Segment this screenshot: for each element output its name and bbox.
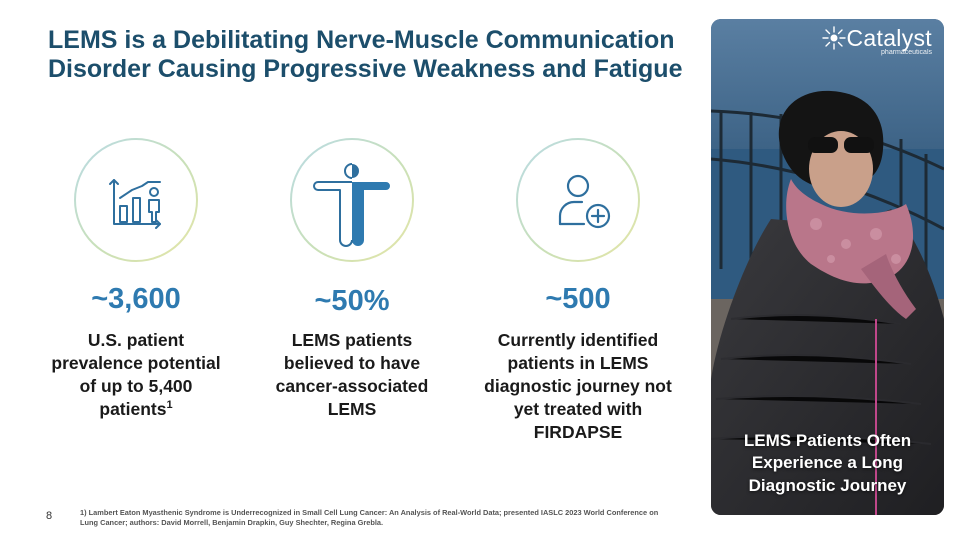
icon-circle bbox=[516, 138, 640, 262]
stat-value: ~500 bbox=[545, 283, 611, 315]
patient-photo-card bbox=[711, 19, 944, 515]
icon-circle bbox=[74, 138, 198, 262]
stat-description: LEMS patients believed to have cancer-associated LEMS bbox=[275, 330, 429, 419]
stat-value: ~3,600 bbox=[91, 283, 181, 315]
stat-value: ~50% bbox=[314, 285, 390, 317]
stat-description: Currently identified patients in LEMS diagnostic journey not yet treated with FIRDAPSE bbox=[484, 330, 672, 442]
icon-circle bbox=[290, 138, 414, 262]
bar-chart-person-icon bbox=[76, 140, 196, 260]
photo-caption: LEMS Patients Often Experience a Long Diagnostic Journey bbox=[743, 430, 912, 495]
logo-name: Catalyst bbox=[846, 25, 932, 51]
footnote-ref: 1 bbox=[166, 399, 173, 412]
sunburst-icon bbox=[821, 25, 847, 51]
title-line-2: Disorder Causing Progressive Weakness and Fatigue bbox=[48, 55, 683, 83]
stat-cancer-associated bbox=[252, 138, 452, 421]
user-add-icon bbox=[518, 140, 638, 260]
stat-diagnostic-journey bbox=[478, 138, 678, 444]
page-number: 8 bbox=[46, 510, 53, 522]
footnote: 1) Lambert Eaton Myasthenic Syndrome is Underrecognized in Small Cell Lung Cancer: An Analysis of Real-World Data; presented IASLC 2023 World Conference on Lung Cancer; authors: David Morrell, Benjamin Drapkin, Guy Shechter, Regina Grebla. bbox=[80, 508, 659, 527]
stat-prevalence bbox=[36, 138, 236, 421]
slide-title bbox=[48, 26, 688, 84]
body-silhouette-icon bbox=[292, 140, 412, 260]
stat-description: U.S. patient prevalence potential of up to 5,400 patients$^1$ bbox=[51, 330, 221, 419]
title-line-1: LEMS is a Debilitating Nerve-Muscle Communication bbox=[48, 26, 675, 54]
company-logo bbox=[821, 25, 932, 57]
logo-subtitle: pharmaceuticals bbox=[881, 49, 932, 56]
